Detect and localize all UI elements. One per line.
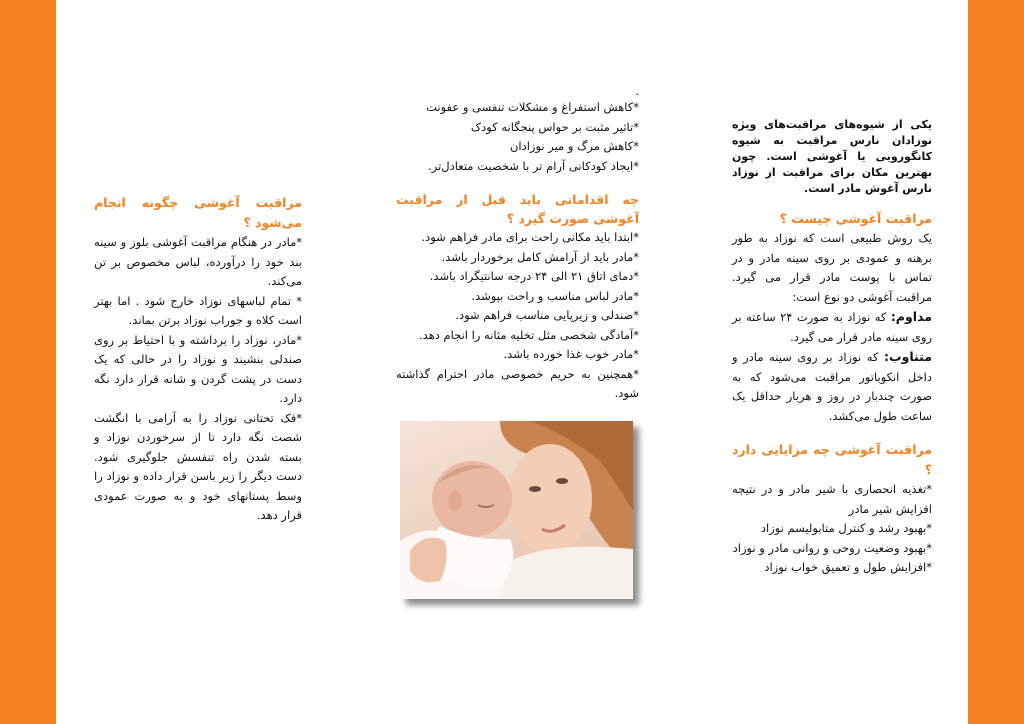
procedure-step: *مادر در هنگام مراقبت آغوشی بلوز و سینه بند خود را درآورده، لباس مخصوص بر تن می‌کند.	[94, 235, 302, 288]
preparation-step: *دمای اتاق ۲۱ الی ۲۴ درجه سانتیگراد باشد.	[429, 269, 639, 283]
benefit-item: *بهبود رشد و کنترل متابولیسم نوزاد	[760, 521, 932, 535]
benefit-item: *تغذیه انحصاری با شیر مادر و در نتیجه افزایش شیر مادر	[732, 482, 932, 516]
preparation-step: *مادر باید از آرامش کامل برخوردار باشد.	[441, 249, 639, 264]
preparation-step: *ابتدا باید مکانی راحت برای مادر فراهم شود.	[421, 230, 639, 244]
definition-paragraph: یک روش طبیعی است که نوزاد به طور برهنه و عمودی بر روی سینه مادر و در تماس با پوست مادر قرار می گیرد. مراقبت آغوشی دو نوع است:	[732, 231, 932, 304]
procedure-step: *مادر، نوزاد را برداشته و با احتیاط بر روی صندلی بنشیند و نوزاد را در حالی که یک دست در پشت گردن و شانه قرار دارد نگه دارد.	[94, 332, 302, 405]
preparation-step: *آمادگی شخصی مثل تخلیه مثانه را انجام دهد.	[419, 327, 639, 342]
preparation-step: *همچنین به حریم خصوصی مادر احترام گذاشته شود.	[396, 366, 639, 400]
heading-how-is-it-done: مراقبت آغوشی چگونه انجام می‌شود ؟	[94, 195, 302, 230]
left-orange-band	[0, 0, 56, 724]
heading-preparations: چه اقداماتی باید قبل از مراقبت آغوشی صورت گیرد ؟	[396, 192, 639, 226]
preparation-step: *صندلی و زیرپایی مناسب فراهم شود.	[455, 308, 639, 322]
right-column	[732, 117, 932, 578]
benefit-item: *کاهش استفراغ و مشکلات تنفسی و عفونت	[426, 100, 639, 114]
heading-what-is-kangaroo-care: مراقبت آغوشی چیست ؟	[779, 211, 932, 226]
heading-benefits: مراقبت آغوشی چه مزایایی دارد ؟	[732, 442, 932, 477]
right-orange-band	[968, 0, 1024, 724]
procedure-step: *فک تحتانی نوزاد را به آرامی با انگشت شصت نگه دارد تا از سرخوردن نوزاد و بسته شدن راه تنفسش جلوگیری شود. دست دیگر را زیر باسن قرار داده و نوزاد را وسط پستانهای خود و به صورت عمودی قرار دهد.	[94, 410, 302, 522]
benefit-item: *تاثیر مثبت بر حواس پنجگانه کودک	[470, 119, 639, 134]
benefit-item: *افزایش طول و تعمیق خواب نوزاد	[764, 560, 932, 574]
type-intermittent-label: متناوب:	[884, 349, 932, 364]
type-intermittent	[732, 347, 932, 426]
type-continuous-text: که نوزاد به صورت ۲۴ ساعته بر روی سینه مادر قرار می گیرد.	[732, 310, 932, 344]
benefit-item: *بهبود وضعیت روحی و روانی مادر و نوزاد	[732, 540, 932, 555]
type-intermittent-text: که نوزاد بر روی سینه مادر و داخل انکوباتور مراقبت می‌شود که به صورت چندبار در روز و هربار حداقل یک ساعت طول می‌کشد.	[732, 350, 932, 423]
middle-column	[396, 84, 639, 404]
procedure-step: * تمام لباسهای نوزاد خارج شود . اما بهتر است کلاه و جوراب نوزاد برتن بماند.	[94, 293, 302, 327]
benefit-item: *ایجاد کودکانی آرام تر با شخصیت متعادل‌تر.	[428, 158, 639, 173]
mother-and-baby-illustration	[400, 421, 633, 599]
preparation-step: *مادر لباس مناسب و راحت بپوشد.	[471, 288, 639, 303]
benefit-item: *کاهش مرگ و میر نوزادان	[509, 139, 639, 153]
intro-paragraph: یکی از شیوه‌های مراقبت‌های ویژه نوزادان نارس مراقبت به شیوه کانگورویی یا آغوشی است. چون بهترین مکان برای مراقبت از نوزاد نارس آغوش مادر است.	[732, 118, 932, 195]
preparation-step: *مادر خوب غذا خورده باشد.	[503, 347, 639, 361]
stray-dot: .	[635, 84, 639, 98]
mother-and-baby-photo	[400, 421, 633, 599]
type-continuous	[732, 307, 932, 347]
left-column	[94, 193, 302, 526]
type-continuous-label: مداوم:	[890, 309, 932, 324]
